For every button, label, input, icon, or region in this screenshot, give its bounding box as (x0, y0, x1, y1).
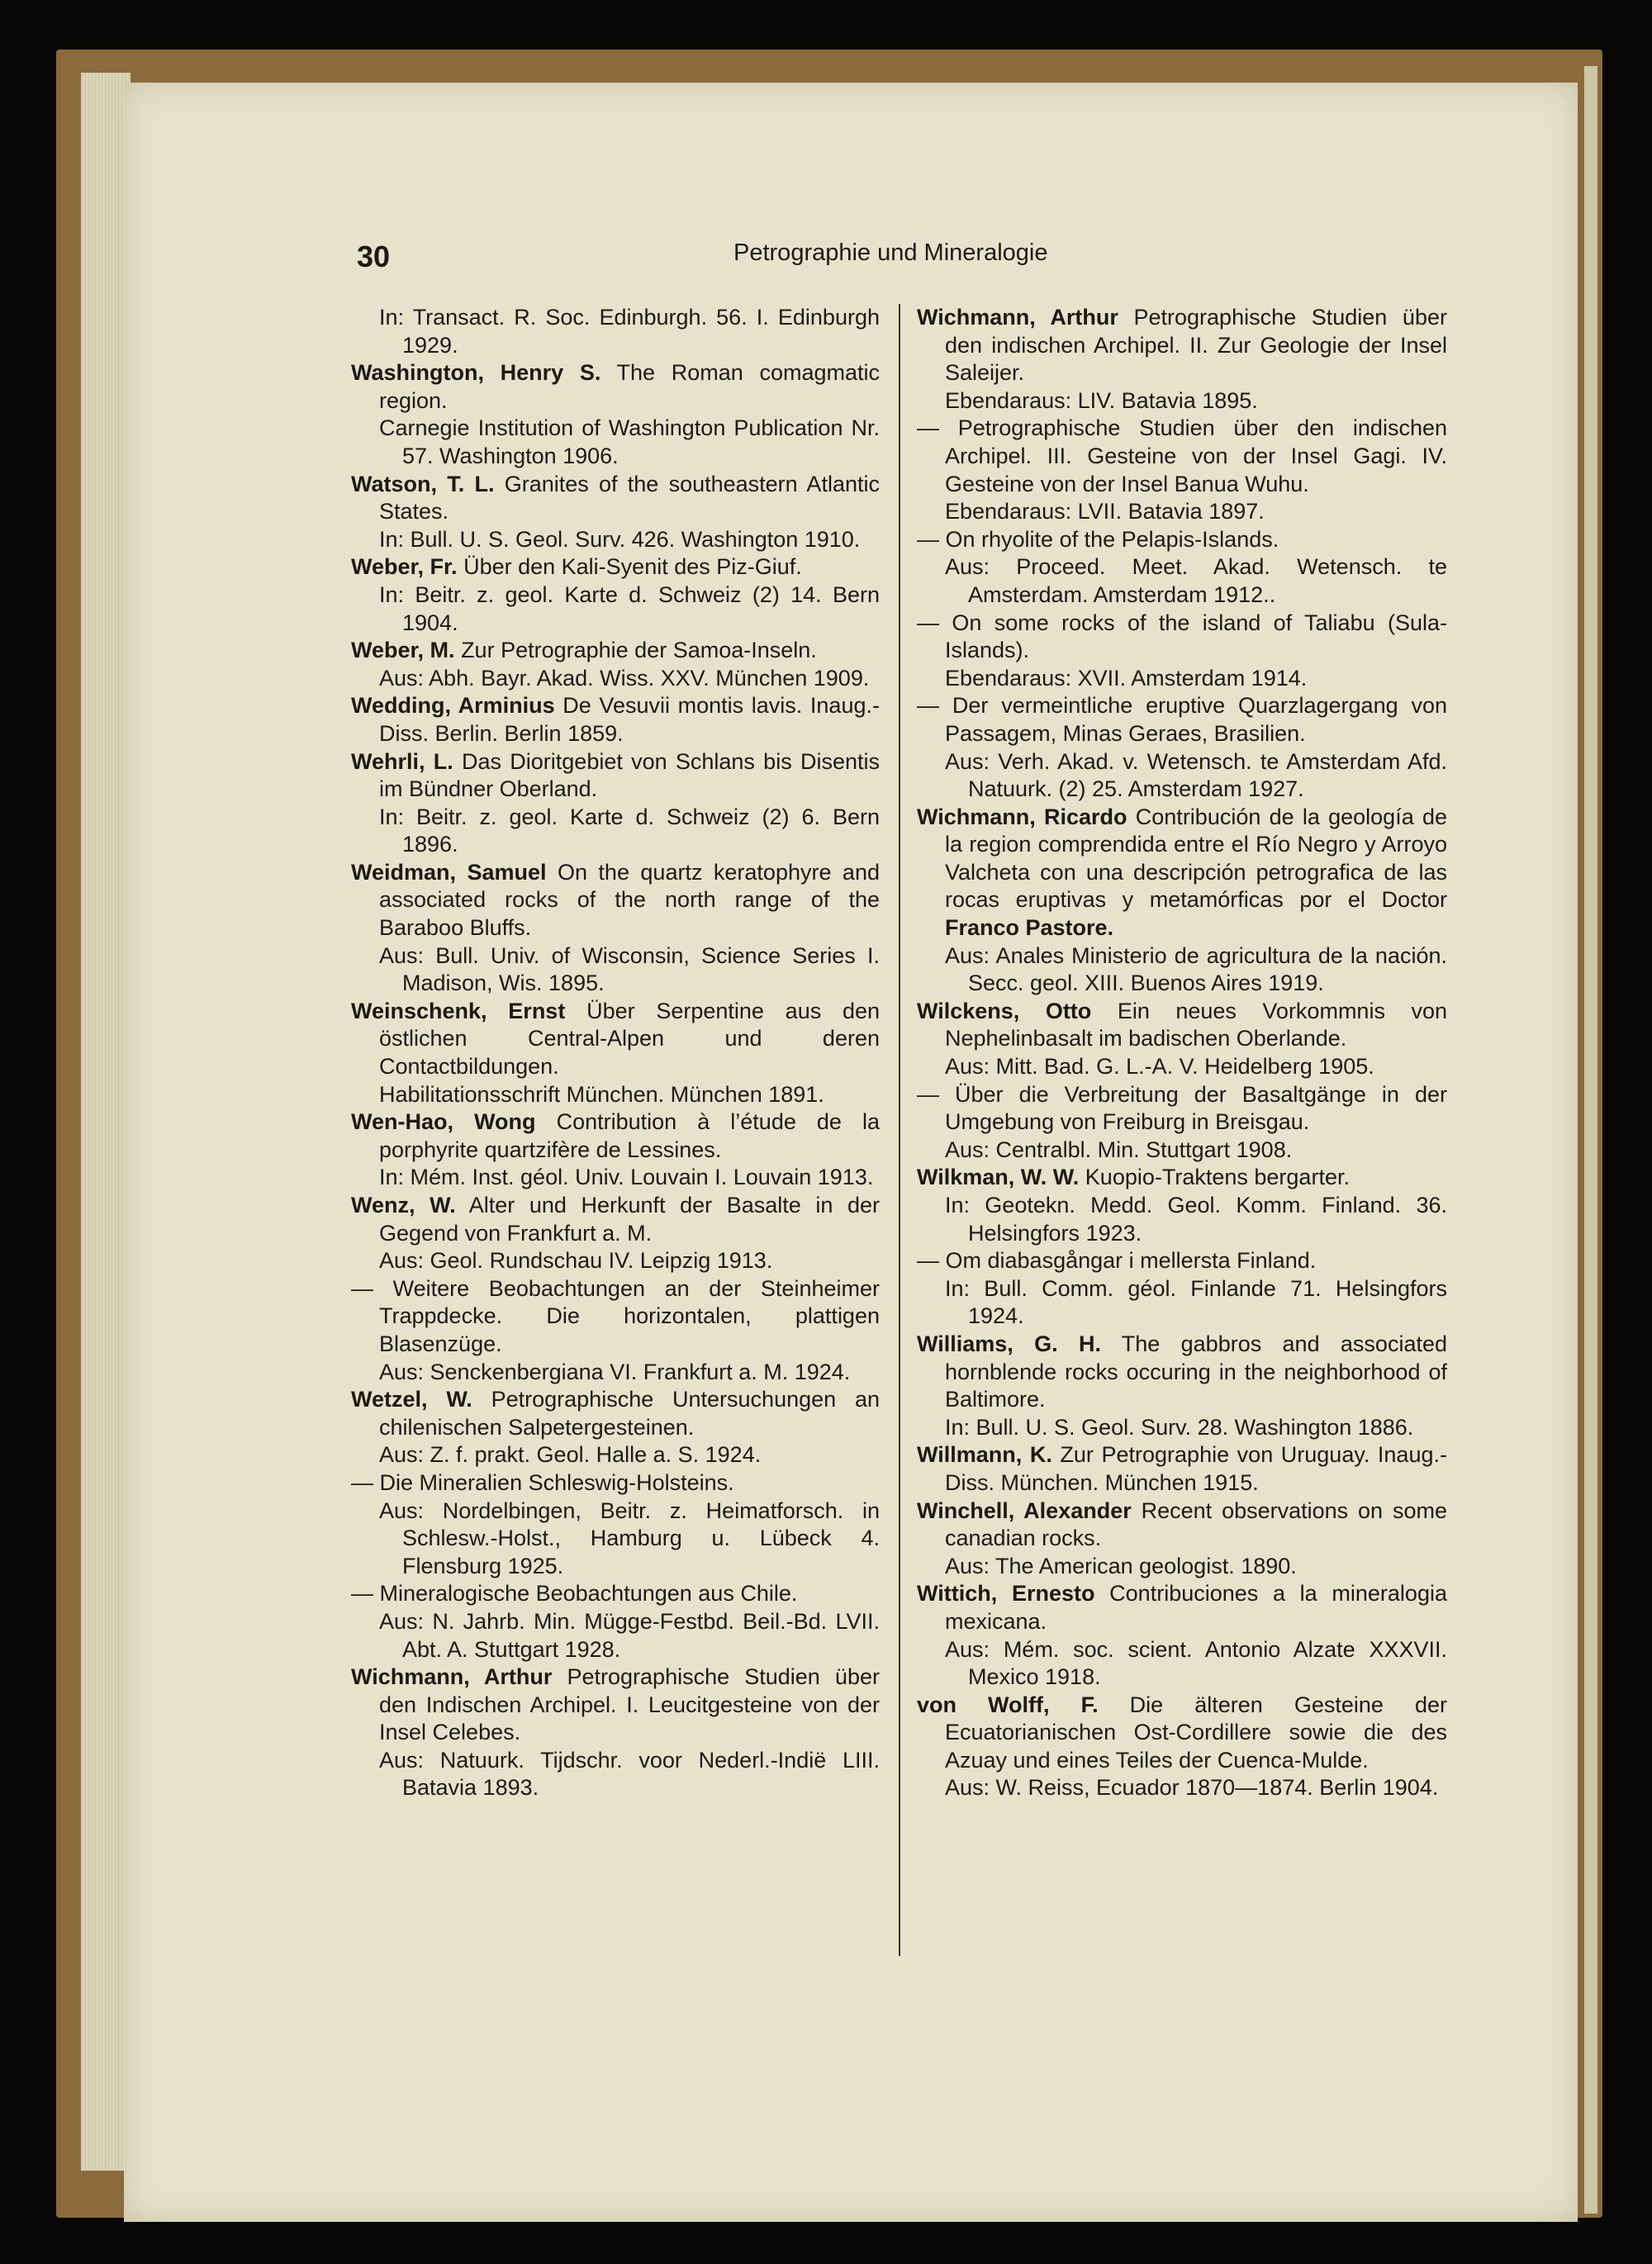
entry-title: Ein neues Vorkommnis von Nephelinbasalt im badischen Oberlande. (945, 998, 1447, 1051)
entry-author: von Wolff, F. (917, 1692, 1099, 1717)
bibliography-entry (917, 1497, 1447, 1553)
bibliography-entry (917, 1081, 1447, 1137)
entry-source: In: Transact. R. Soc. Edinburgh. 56. I. Edinburgh 1929. (379, 305, 880, 358)
entry-source: Aus: Natuurk. Tijdschr. voor Nederl.-Indië LIII. Batavia 1893. (379, 1747, 880, 1801)
page-number: 30 (357, 240, 391, 273)
entry-title: Der vermeintliche eruptive Quarzlagergang von Passagem, Minas Geraes, Brasilien. (945, 693, 1447, 746)
entry-source: Aus: Geol. Rundschau IV. Leipzig 1913. (379, 1248, 773, 1274)
entry-source: Aus: Senckenbergiana VI. Frankfurt a. M. 1924. (379, 1359, 851, 1384)
entry-author: — (351, 1581, 373, 1607)
entry-source: Habilitationsschrift München. München 1891. (379, 1081, 824, 1107)
column-divider (899, 304, 900, 1956)
bibliography-entry (917, 526, 1447, 554)
entry-title: Contribuciones a la mineralogia mexicana. (945, 1581, 1447, 1634)
entry-author: Watson, T. L. (351, 471, 495, 496)
entry-source: Aus: Bull. Univ. of Wisconsin, Science Series I. Madison, Wis. 1895. (379, 942, 880, 996)
entry-source: In: Beitr. z. geol. Karte d. Schweiz (2) 14. Bern 1904. (379, 581, 880, 635)
bibliography-entry (917, 1164, 1447, 1192)
entry-source: In: Geotekn. Medd. Geol. Komm. Finland. 36. Helsingfors 1923. (945, 1193, 1447, 1246)
entry-author: Wilckens, Otto (917, 998, 1092, 1023)
entry-title: Das Dioritgebiet von Schlans bis Disentis im Bündner Oberland. (379, 748, 880, 802)
entry-title: Contribución de la geología de la region comprendida entre el Río Negro y Arroyo Valcheta con una descripción petrografica de las rocas eruptivas y metamórficas por el Doctor (945, 804, 1447, 913)
bibliography-entry (351, 998, 880, 1081)
entry-title: Zur Petrographie der Samoa-Inseln. (461, 638, 817, 663)
entry-author: Wichmann, Ricardo (917, 804, 1127, 829)
bibliography-entry (351, 1275, 880, 1359)
entry-source: In: Bull. Comm. géol. Finlande 71. Helsingfors 1924. (945, 1275, 1447, 1329)
entry-author: — (917, 1248, 939, 1274)
entry-source: Aus: Nordelbingen, Beitr. z. Heimatforsch. in Schlesw.-Holst., Hamburg u. Lübeck 4. Flensburg 1925. (379, 1497, 880, 1578)
entry-author: — (917, 415, 939, 441)
entry-title: On some rocks of the island of Taliabu (Sula-Islands). (945, 610, 1447, 663)
bibliography-entry (917, 804, 1447, 942)
entry-source: In: Mém. Inst. géol. Univ. Louvain I. Louvain 1913. (379, 1165, 874, 1190)
entry-source: Aus: Mitt. Bad. G. L.-A. V. Heidelberg 1905. (945, 1054, 1374, 1080)
bibliography-entry (351, 1664, 880, 1747)
entry-title: The gabbros and associated hornblende rocks occuring in the neighborhood of Baltimore. (945, 1331, 1447, 1412)
entry-author: Weinschenk, Ernst (351, 998, 566, 1023)
entry-author: Wehrli, L. (351, 748, 453, 774)
entry-title: Über die Verbreitung der Basaltgänge in der Umgebung von Freiburg in Breisgau. (945, 1081, 1447, 1135)
bibliography-entry (351, 637, 880, 665)
entry-title: Kuopio-Traktens bergarter. (1085, 1165, 1350, 1190)
running-head (0, 240, 1652, 273)
entry-title: Zur Petrographie von Uruguay. Inaug.-Diss. München. München 1915. (945, 1442, 1447, 1495)
entry-source: Ebendaraus: XVII. Amsterdam 1914. (945, 665, 1308, 691)
entry-author: Williams, G. H. (917, 1331, 1101, 1356)
entry-title: Granites of the southeastern Atlantic States. (379, 471, 880, 524)
entry-title: Petrographische Studien über den indischen Archipel. II. Zur Geologie der Insel Saleijer. (945, 305, 1447, 386)
right-column (917, 304, 1447, 1802)
bibliography-entry (917, 692, 1447, 748)
entry-source: Ebendaraus: LIV. Batavia 1895. (945, 387, 1258, 413)
bibliography-entry (351, 1192, 880, 1247)
entry-title: On the quartz keratophyre and associated rocks of the north range of the Baraboo Bluffs. (379, 859, 880, 941)
entry-source: Aus: N. Jahrb. Min. Mügge-Festbd. Beil.-Bd. LVII. Abt. A. Stuttgart 1928. (379, 1608, 880, 1662)
entry-title: Weitere Beobachtungen an der Steinheimer Trappdecke. Die horizontalen, plattigen Blasenzüge. (379, 1275, 880, 1356)
entry-title: Om diabasgångar i mellersta Finland. (945, 1248, 1317, 1274)
bibliography-entry (917, 415, 1447, 498)
entry-author: Wichmann, Arthur (917, 305, 1118, 330)
entry-source: Aus: Mém. soc. scient. Antonio Alzate XXXVII. Mexico 1918. (945, 1636, 1447, 1690)
entry-author: Weidman, Samuel (351, 859, 547, 885)
entry-author: Wichmann, Arthur (351, 1664, 553, 1690)
entry-author: Wetzel, W. (351, 1387, 472, 1412)
entry-source: Aus: Centralbl. Min. Stuttgart 1908. (945, 1137, 1293, 1162)
entry-author: — (917, 1081, 939, 1107)
bibliography-entry (917, 1580, 1447, 1635)
entry-source: Carnegie Institution of Washington Publication Nr. 57. Washington 1906. (379, 415, 880, 468)
entry-author: Wittich, Ernesto (917, 1581, 1095, 1607)
entry-source: Aus: Abh. Bayr. Akad. Wiss. XXV. München 1909. (379, 665, 870, 691)
entry-title: Über den Kali-Syenit des Piz-Giuf. (463, 554, 802, 580)
entry-source: Ebendaraus: LVII. Batavia 1897. (945, 499, 1265, 524)
bibliography-entry (351, 1386, 880, 1441)
entry-title: Petrographische Studien über den Indischen Archipel. I. Leucitgesteine von der Insel Celebes. (379, 1664, 880, 1745)
bibliography-entry (917, 1331, 1447, 1414)
entry-author: Weber, M. (351, 638, 455, 663)
entry-author: Wedding, Arminius (351, 693, 555, 719)
page-edges (81, 73, 131, 2171)
entry-title: Petrographische Untersuchungen an chilenischen Salpetergesteinen. (379, 1387, 880, 1440)
entry-author: Weber, Fr. (351, 554, 458, 580)
entry-author: Wenz, W. (351, 1193, 456, 1217)
bibliography-entry (351, 1580, 880, 1608)
entry-source: Aus: W. Reiss, Ecuador 1870—1874. Berlin 1904. (945, 1775, 1439, 1801)
entry-title: Recent observations on some canadian rocks. (945, 1497, 1447, 1551)
entry-author: — (351, 1275, 373, 1301)
entry-title: Mineralogische Beobachtungen aus Chile. (379, 1581, 798, 1607)
entry-title: The Roman comagmatic region. (379, 360, 880, 413)
entry-source: Aus: Proceed. Meet. Akad. Wetensch. te Amsterdam. Amsterdam 1912.. (945, 554, 1447, 607)
next-page-edge (1584, 66, 1597, 2214)
bibliography-entry (351, 471, 880, 526)
bibliography-entry (351, 692, 880, 748)
page-title: Petrographie und Mineralogie (733, 240, 1048, 266)
entry-author: Wen-Hao, Wong (351, 1109, 536, 1135)
entry-author: — (917, 526, 939, 552)
bibliography-entry (917, 610, 1447, 665)
entry-source: Aus: The American geologist. 1890. (945, 1553, 1297, 1578)
left-column (351, 304, 880, 1802)
entry-source: Aus: Anales Ministerio de agricultura de la nación. Secc. geol. XIII. Buenos Aires 1919. (945, 942, 1447, 996)
entry-source: In: Beitr. z. geol. Karte d. Schweiz (2) 6. Bern 1896. (379, 804, 880, 857)
bibliography-entry (917, 1441, 1447, 1497)
entry-source: In: Bull. U. S. Geol. Surv. 28. Washington 1886. (945, 1414, 1414, 1440)
entry-author: Winchell, Alexander (917, 1497, 1132, 1523)
bibliography-entry (917, 1692, 1447, 1775)
entry-title-emphasis: Franco Pastore. (945, 915, 1114, 941)
entry-title: Die älteren Gesteine der Ecuatorianischen Ost-Cordillere sowie die des Azuay und eines Teiles der Cuenca-Mulde. (945, 1692, 1447, 1773)
entry-author: — (351, 1469, 373, 1495)
entry-title: Petrographische Studien über den indischen Archipel. III. Gesteine von der Insel Gagi. IV. Gesteine von der Insel Banua Wuhu. (945, 415, 1447, 496)
bibliography-entry (351, 553, 880, 581)
entry-author: — (917, 693, 939, 719)
entry-author: Wilkman, W. W. (917, 1165, 1080, 1190)
entry-author: Washington, Henry S. (351, 360, 601, 386)
entry-title: Contribution à l’étude de la porphyrite quartzifère de Lessines. (379, 1109, 880, 1162)
bibliography-entry (351, 859, 880, 942)
entry-title: Über Serpentine aus den östlichen Central-Alpen und deren Contactbildungen. (379, 998, 880, 1080)
bibliography-entry (351, 1108, 880, 1164)
entry-title: On rhyolite of the Pelapis-Islands. (945, 526, 1279, 552)
entry-author: — (917, 610, 939, 635)
entry-title: De Vesuvii montis lavis. Inaug.-Diss. Berlin. Berlin 1859. (379, 693, 880, 746)
entry-source: In: Bull. U. S. Geol. Surv. 426. Washington 1910. (379, 526, 861, 552)
entry-source: Aus: Verh. Akad. v. Wetensch. te Amsterdam Afd. Natuurk. (2) 25. Amsterdam 1927. (945, 748, 1447, 802)
bibliography-entry (351, 748, 880, 804)
bibliography-entry (351, 1469, 880, 1497)
entry-source: Aus: Z. f. prakt. Geol. Halle a. S. 1924. (379, 1442, 762, 1468)
entry-title: Die Mineralien Schleswig-Holsteins. (379, 1469, 734, 1495)
bibliography-entry (917, 1247, 1447, 1275)
bibliography-entry (917, 304, 1447, 387)
bibliography-entry (351, 359, 880, 415)
entry-author: Willmann, K. (917, 1442, 1052, 1468)
bibliography-entry (917, 998, 1447, 1053)
entry-title: Alter und Herkunft der Basalte in der Gegend von Frankfurt a. M. (379, 1193, 881, 1246)
